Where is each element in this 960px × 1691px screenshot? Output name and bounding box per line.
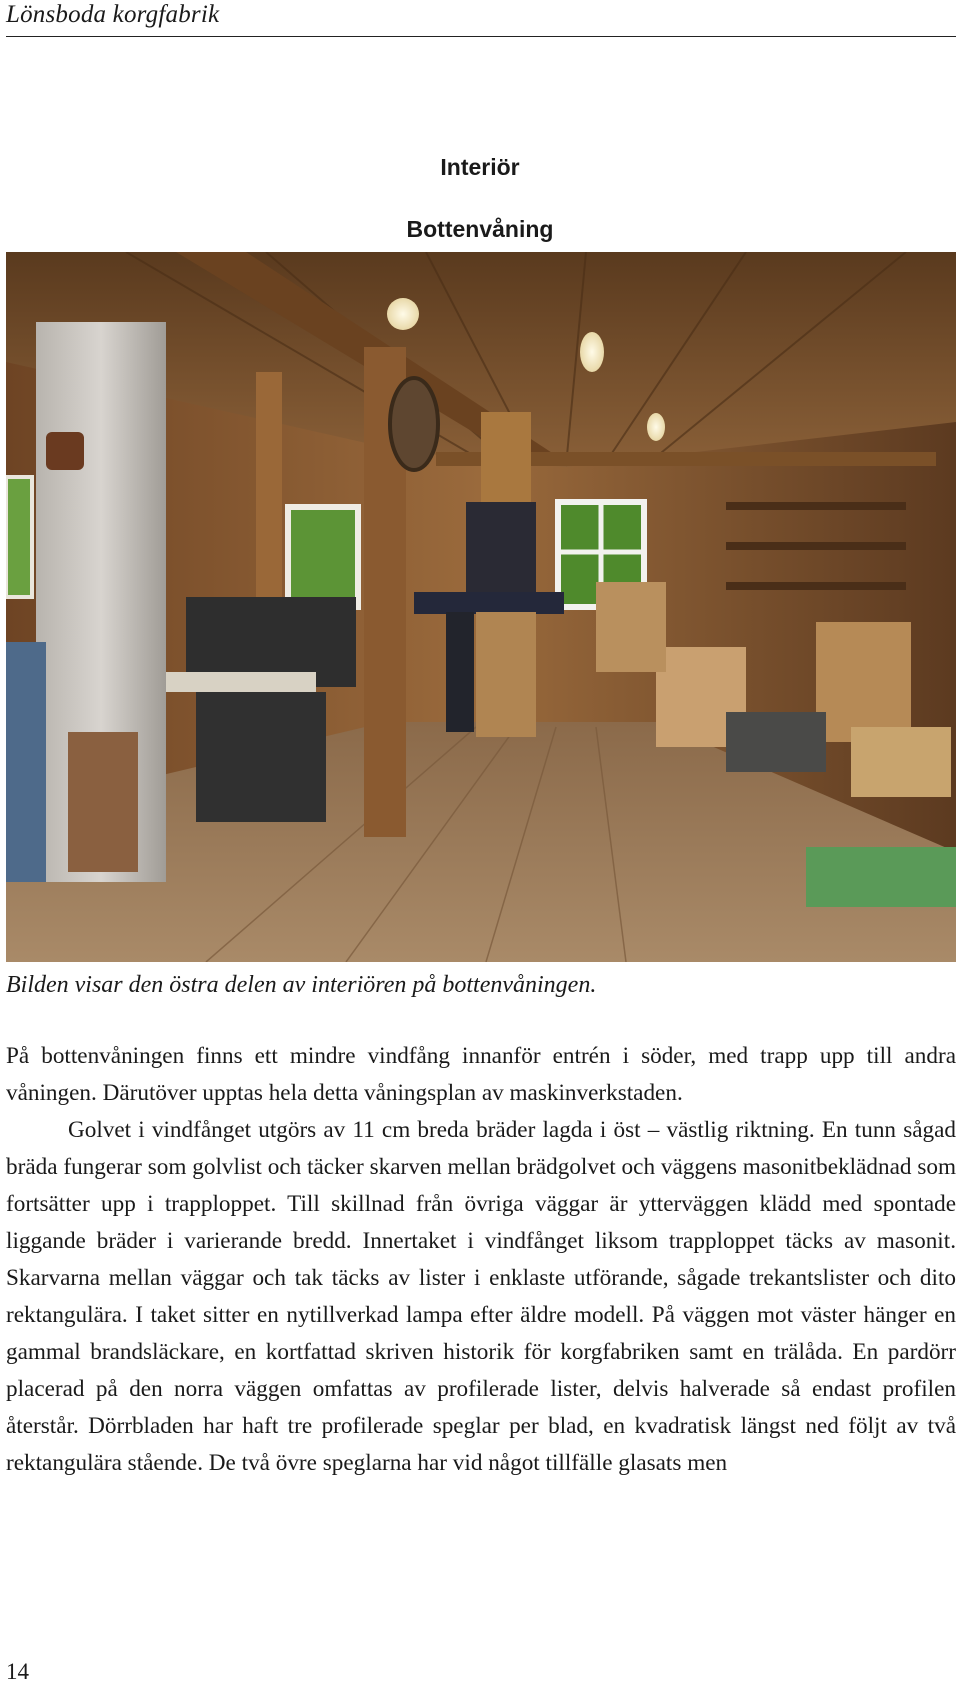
body-text — [6, 1038, 956, 1482]
page-number: 14 — [6, 1659, 29, 1684]
workshop-interior-photo — [6, 252, 956, 962]
paragraph-1: På bottenvåningen finns ett mindre vindfång innanför entrén i söder, med trapp upp till andra våningen. Därutöver upptas hela detta våningsplan av maskinverkstaden. — [6, 1043, 956, 1106]
figure-caption: Bilden visar den östra delen av interiören på bottenvåningen. — [6, 972, 597, 998]
paragraph-2: Golvet i vindfånget utgörs av 11 cm breda bräder lagda i öst – västlig riktning. En tunn sågad bräda fungerar som golvlist och täcker skarven mellan brädgolvet och väggens masonitbeklädnad som fortsätter upp i trapploppet. Till skillnad från övriga väggar är ytterväggen klädd med spontade liggande bräder i varierande bredd. Innertaket i vindfånget liksom trapploppet täcks av masonit. Skarvarna mellan väggar och tak täcks av lister i enklaste utförande, sågade trekantslister och dito rektangulära. I taket sitter en nytillverkad lampa efter äldre modell. På väggen mot väster hänger en gammal brandsläckare, en kortfattad skriven historik för korgfabriken samt en trälåda. En pardörr placerad på den norra väggen omfattas av profilerade lister, delvis halverade så endast profilen återstår. Dörrbladen har haft tre profilerade speglar per blad, en kvadratisk längst ned följt av två rektangulära stående. De två övre speglarna har vid något tillfälle glasats men — [6, 1117, 956, 1476]
section-heading: Interiör — [440, 154, 520, 180]
running-header: Lönsboda korgfabrik — [6, 0, 956, 37]
subsection-heading: Bottenvåning — [406, 216, 554, 242]
